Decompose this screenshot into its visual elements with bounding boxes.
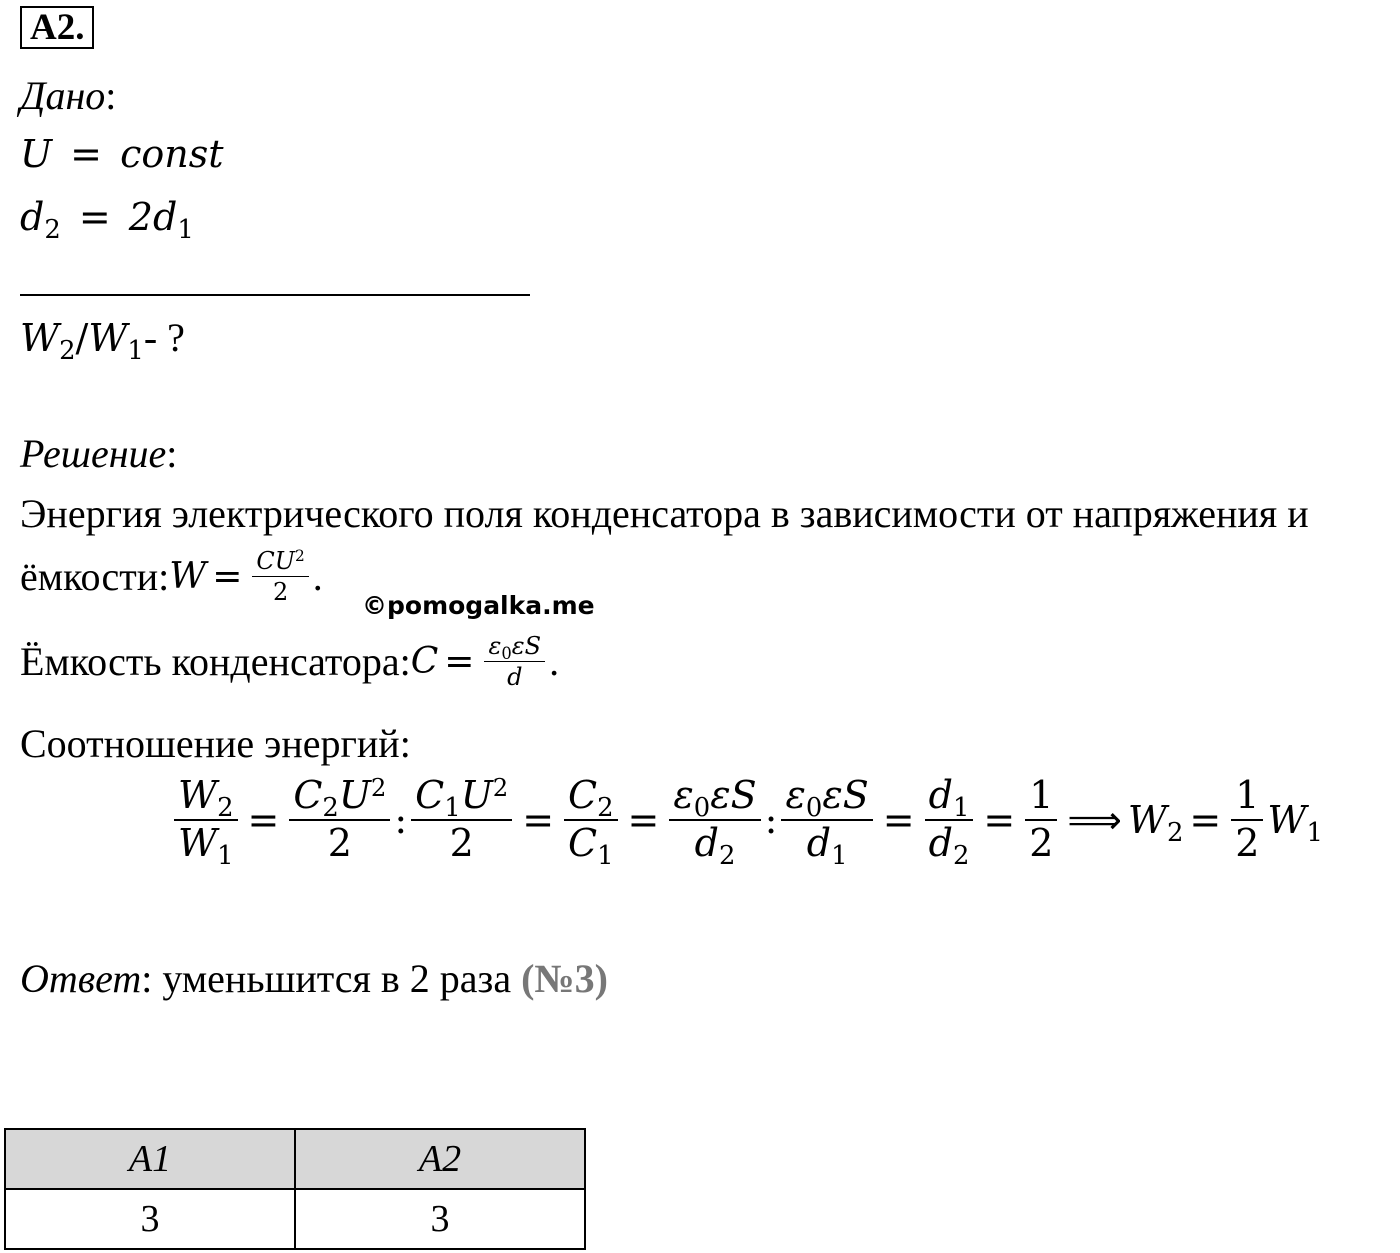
answer-table-cell: 3 — [5, 1189, 295, 1249]
energy-fraction: $\frac{CU^2}{2}$ — [252, 548, 308, 606]
watermark: ©pomogalka.me — [362, 591, 595, 620]
answer-table-row — [5, 1189, 585, 1249]
answer-table-header: A1 — [5, 1129, 295, 1189]
problem-label: A2. — [20, 6, 94, 49]
answer-table — [4, 1128, 586, 1250]
solution-text-ratio: Соотношение энергий: — [20, 721, 411, 766]
answer-table-header-row — [5, 1129, 585, 1189]
answer-line: Ответ: уменьшится в 2 раза (№3) — [20, 956, 608, 1001]
given-line-distance: $d_2 = 2d_1$ — [20, 195, 194, 246]
energy-ratio-derivation: $\frac{W_2}{W_1}$ = $\frac{C_2U^2}{2}$ : $\frac{C_1U^2}{2}$ = $\frac{C_2}{C_1}$ = $\frac{\varepsilon_0\varepsilon S}{d_2}$ : $\frac{\varepsilon_0\varepsilon S}{d_1}$ = $\frac{d_1}{d_2}$ = $\frac{1}{2}$ ⟹ $W_2$ = $\frac{1}{2}$ $W_1$ — [170, 775, 1323, 865]
solution-heading: Решение: — [20, 431, 178, 476]
given-line-voltage: U = const — [20, 132, 224, 176]
answer-table-header: A2 — [295, 1129, 585, 1189]
find-line: $W_2/W_1-$ ? — [20, 315, 185, 367]
given-separator-line — [20, 294, 530, 296]
solution-text-energy: Энергия электрического поля конденсатора в зависимости от напряжения и — [20, 491, 1309, 536]
capacity-fraction: $\frac{\varepsilon_0\varepsilon S}{d}$ — [484, 633, 545, 691]
given-heading: Дано: — [20, 73, 117, 118]
energy-formula-line: ёмкости: W = $\frac{CU^2}{2}$ . — [20, 547, 323, 607]
answer-table-cell: 3 — [295, 1189, 585, 1249]
capacity-formula-line: Ёмкость конденсатора: C = $\frac{\varepsilon_0\varepsilon S}{d}$ . — [20, 632, 560, 692]
